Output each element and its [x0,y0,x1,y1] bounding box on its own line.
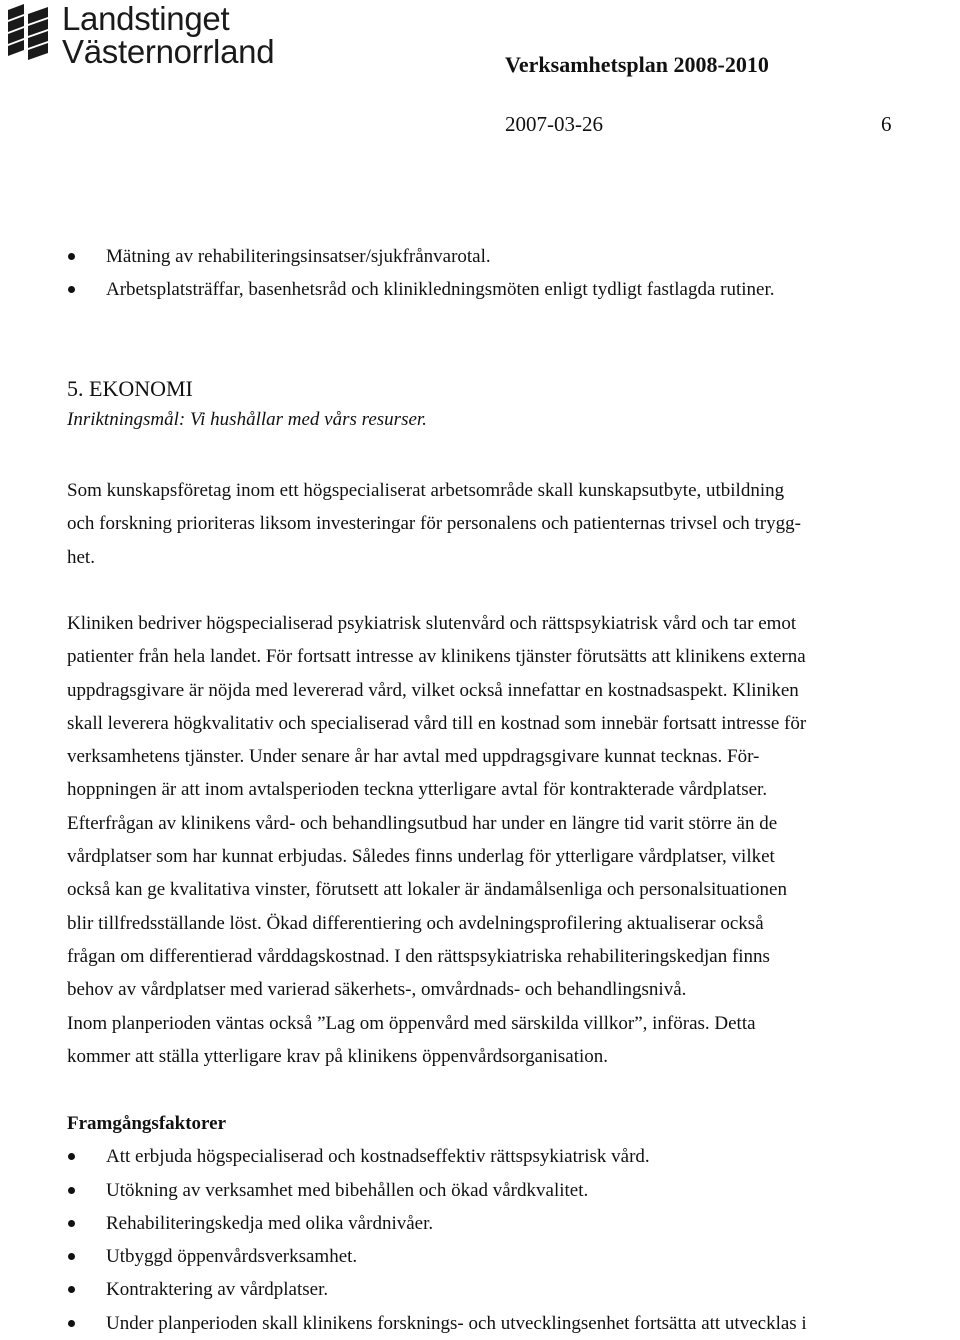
organization-name [62,2,274,68]
success-factors-list [67,1140,938,1340]
list-item: Under planperioden skall klinikens forsknings- och utvecklingsenhet fortsätta att utvecklas i [67,1307,938,1340]
paragraph-1 [67,474,938,574]
list-item: Att erbjuda högspecialiserad och kostnadseffektiv rättspsykiatrisk vård. [67,1140,938,1173]
logo-line-2: Västernorrland [62,33,275,70]
success-factors-heading: Framgångsfaktorer [67,1113,227,1134]
text-line: het. [67,546,95,568]
list-item: Kontraktering av vårdplatser. [67,1273,938,1306]
document-date: 2007-03-26 [505,112,603,136]
text-line: verksamhetens tjänster. Under senare år har avtal med uppdragsgivare kunnat tecknas. För- [67,746,760,768]
list-item: Arbetsplatsträffar, basenhetsråd och klinikledningsmöten enligt tydligt fastlagda rutiner. [67,273,938,306]
text-line: kommer att ställa ytterligare krav på klinikens öppenvårdsorganisation. [67,1045,608,1067]
text-line: Efterfrågan av klinikens vård- och behandlingsutbud har under en längre tid varit större än de [67,812,778,834]
text-line: behov av vårdplatser med varierad säkerhets-, omvårdnads- och behandlingsnivå. [67,979,687,1001]
document-title: Verksamhetsplan 2008-2010 [505,52,769,77]
text-line: patienter från hela landet. För fortsatt intresse av klinikens tjänster förutsätts att klinikens externa [67,646,806,668]
text-line: Inom planperioden väntas också ”Lag om öppenvård med särskilda villkor”, införas. Detta [67,1012,756,1034]
section-subtitle: Inriktningsmål: Vi hushållar med vårs resurser. [67,409,427,431]
section-heading: 5. EKONOMI [67,376,193,401]
organization-emblem-icon [4,4,52,64]
list-item: Utökning av verksamhet med bibehållen och ökad vårdkvalitet. [67,1174,938,1207]
page-number: 6 [881,112,892,136]
list-item: Mätning av rehabiliteringsinsatser/sjukfrånvarotal. [67,240,938,273]
text-line: Som kunskapsföretag inom ett högspecialiserat arbetsområde skall kunskapsutbyte, utbildning [67,480,785,501]
text-line: skall leverera högkvalitativ och specialiserad vård till en kostnad som innebär fortsatt intresse för [67,712,807,734]
text-line: frågan om differentierad vårddagskostnad. I den rättspsykiatriska rehabiliteringskedjan finns [67,945,770,967]
organization-logo [4,2,304,72]
text-line: blir tillfredsställande löst. Ökad differentiering och avdelningsprofilering aktualiserar också [67,912,764,934]
intro-bullet-list [67,240,938,307]
list-item: Rehabiliteringskedja med olika vårdnivåer. [67,1207,938,1240]
paragraph-2 [67,607,938,1073]
text-line: Kliniken bedriver högspecialiserad psykiatrisk slutenvård och rättspsykiatrisk vård och tar emot [67,613,797,634]
section-header [67,372,938,437]
list-item: Utbyggd öppenvårdsverksamhet. [67,1240,938,1273]
success-factors-section [67,1107,938,1340]
text-line: hoppningen är att inom avtalsperioden teckna ytterligare avtal för kontrakterade vårdplatser. [67,779,768,801]
logo-line-1: Landstinget [62,0,230,37]
text-line: och forskning prioriteras liksom investeringar för personalens och patienternas trivsel och trygg- [67,513,801,535]
text-line: uppdragsgivare är nöjda med levererad vård, vilket också innefattar en kostnadsaspekt. Kliniken [67,679,799,701]
text-line: också kan ge kvalitativa vinster, förutsett att lokaler är ändamålsenliga och personalsituationen [67,879,787,901]
text-line: vårdplatser som har kunnat erbjudas. Således finns underlag för ytterligare vårdplatser, vilket [67,846,775,868]
